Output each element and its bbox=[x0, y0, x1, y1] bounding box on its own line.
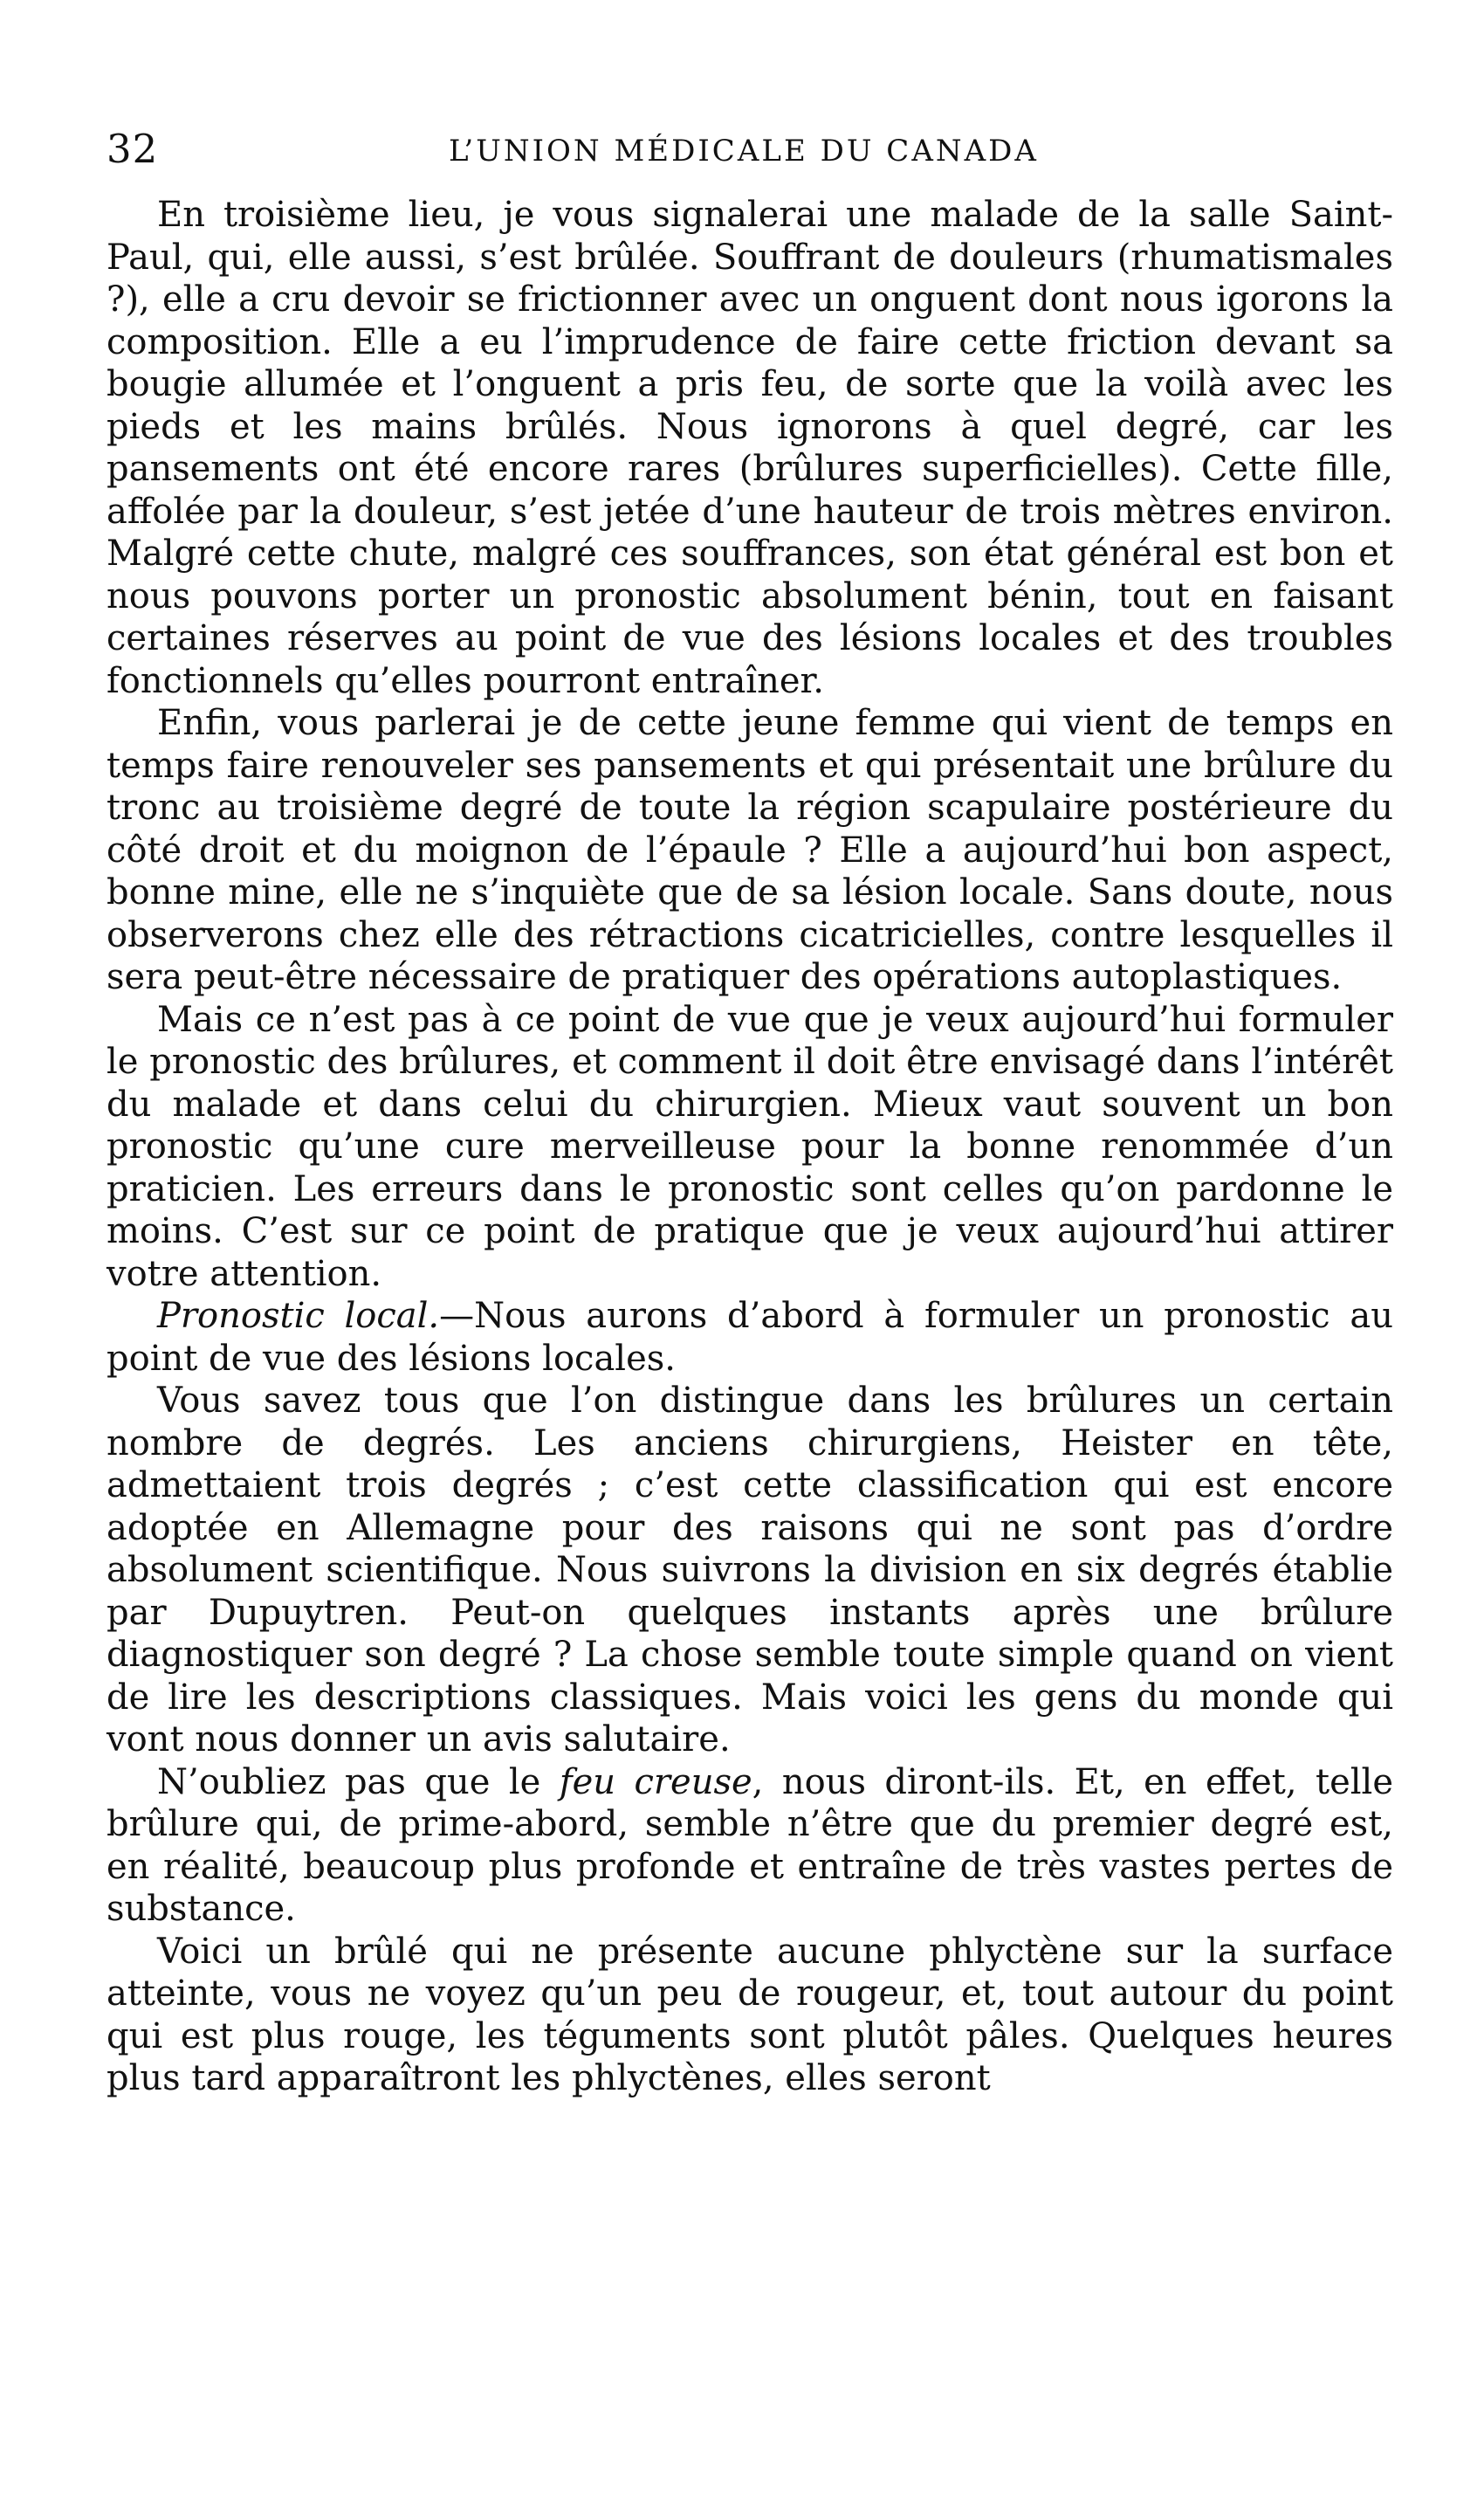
paragraph-degres: Vous savez tous que l’on distingue dans les brûlures un certain nombre de degrés. Les anciens chirurgiens, Heister en tête, admettaient trois degrés ; c’est cette classification qui est encore adoptée en Allemagne pour des raisons qui ne sont pas d’ordre absolument scientifique. Nous suivrons la division en six degrés établie par Dupuytren. Peut-on quelques instants après une brûlure diagnostiquer son degré ? La chose semble toute simple quand on vient de lire les descriptions classiques. Mais voici les gens du monde qui vont nous donner un avis salutaire. bbox=[106, 1381, 1393, 1760]
paragraph-salle-saint-paul: En troisième lieu, je vous signalerai une malade de la salle Saint-Paul, qui, elle aussi, s’est brûlée. Souffrant de douleurs (rhumatismales ?), elle a cru devoir se frictionner avec un onguent dont nous igorons la composition. Elle a eu l’imprudence de faire cette friction devant sa bougie allumée et l’onguent a pris feu, de sorte que la voilà avec les pieds et les mains brûlés. Nous ignorons à quel degré, car les pansements ont été encore rares (brûlures superficielles). Cette fille, affolée par la douleur, s’est jetée d’une hauteur de trois mètres environ. Malgré cette chute, malgré ces souffrances, son état général est bon et nous pouvons porter un pronostic absolument bénin, tout en faisant certaines réserves au point de vue des lésions locales et des troubles fonctionnels qu’elles pourront entraîner. bbox=[106, 195, 1393, 701]
page-number: 32 bbox=[106, 126, 159, 172]
paragraph-pronostic-brulures: Mais ce n’est pas à ce point de vue que je veux aujourd’hui formuler le pronostic des brûlures, et comment il doit être envisagé dans l’intérêt du malade et dans celui du chirurgien. Mieux vaut souvent un bon pronostic qu’une cure merveilleuse pour la bonne renommée d’un praticien. Les erreurs dans le pronostic sont celles qu’on pardonne le moins. C’est sur ce point de pratique que je veux aujourd’hui attirer votre attention. bbox=[106, 999, 1393, 1294]
running-title: L’UNION MÉDICALE DU CANADA bbox=[448, 134, 1039, 169]
body-text bbox=[106, 194, 1393, 2100]
paragraph-pronostic-local: Pronostic local.—Nous aurons d’abord à formuler un pronostic au point de vue des lésions locales. bbox=[106, 1296, 1393, 1379]
paragraph-jeune-femme: Enfin, vous parlerai je de cette jeune femme qui vient de temps en temps faire renouveler ses pansements et qui présentait une brûlure du tronc au troisième degré de toute la région scapulaire postérieure du côté droit et du moignon de l’épaule ? Elle a aujourd’hui bon aspect, bonne mine, elle ne s’inquiète que de sa lésion locale. Sans doute, nous observerons chez elle des rétractions cicatricielles, contre lesquelles il sera peut-être nécessaire de pratiquer des opérations autoplastiques. bbox=[106, 703, 1393, 997]
italic-phrase: feu creuse bbox=[559, 1761, 752, 1802]
page-header bbox=[106, 125, 1381, 174]
section-lead-in: Pronostic local. bbox=[157, 1296, 440, 1336]
paragraph-phlyctene: Voici un brûlé qui ne présente aucune phlyctène sur la surface atteinte, vous ne voyez qu’un peu de rougeur, et, tout autour du point qui est plus rouge, les téguments sont plutôt pâles. Quelques heures plus tard apparaîtront les phlyctènes, elles seront bbox=[106, 1931, 1393, 2098]
paragraph-feu-creuse: N’oubliez pas que le feu creuse, nous diront-ils. Et, en effet, telle brûlure qui, de prime-abord, semble n’être que du premier degré est, en réalité, beaucoup plus profonde et entraîne de très vastes pertes de substance. bbox=[106, 1761, 1394, 1929]
